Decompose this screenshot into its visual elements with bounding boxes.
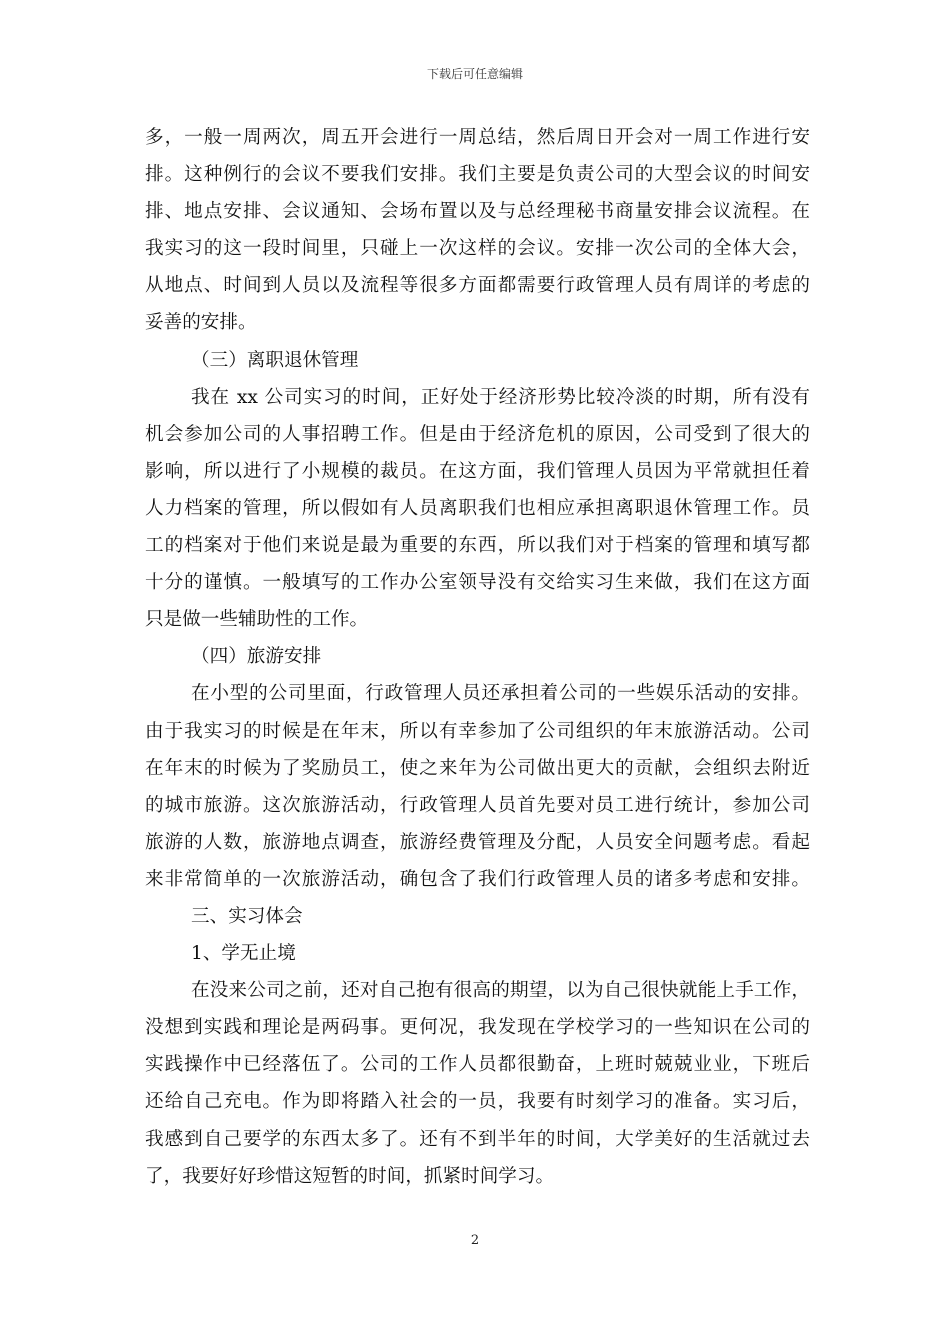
body-line: 我实习的这一段时间里，只碰上一次这样的会议。安排一次公司的全体大会， <box>145 238 810 260</box>
body-line: 人力档案的管理，所以假如有人员离职我们也相应承担离职退休管理工作。员 <box>145 497 810 519</box>
body-line: 由于我实习的时候是在年末，所以有幸参加了公司组织的年末旅游活动。公司 <box>145 720 810 742</box>
body-line: 工的档案对于他们来说是最为重要的东西，所以我们对于档案的管理和填写都 <box>145 535 810 557</box>
body-line: 我感到自己要学的东西太多了。还有不到半年的时间，大学美好的生活就过去 <box>145 1128 810 1150</box>
body-line: 排、地点安排、会议通知、会场布置以及与总经理秘书商量安排会议流程。在 <box>145 201 810 223</box>
body-line: 在小型的公司里面，行政管理人员还承担着公司的一些娱乐活动的安排。 <box>191 683 810 705</box>
body-line: 影响，所以进行了小规模的裁员。在这方面，我们管理人员因为平常就担任着 <box>145 460 810 482</box>
body-line: 从地点、时间到人员以及流程等很多方面都需要行政管理人员有周详的考虑的 <box>145 275 810 297</box>
body-line: 旅游的人数，旅游地点调查，旅游经费管理及分配，人员安全问题考虑。看起 <box>145 831 810 853</box>
document-body <box>145 119 810 1195</box>
page-header: 下载后可任意编辑 <box>426 67 523 81</box>
body-line: 只是做一些辅助性的工作。 <box>145 609 369 631</box>
body-line: 机会参加公司的人事招聘工作。但是由于经济危机的原因，公司受到了很大的 <box>145 423 810 445</box>
subsection-heading: 1、学无止境 <box>191 943 296 965</box>
body-line: 没想到实践和理论是两码事。更何况，我发现在学校学习的一些知识在公司的 <box>145 1017 810 1039</box>
section-heading: （四）旅游安排 <box>191 646 322 668</box>
body-line: 实践操作中已经落伍了。公司的工作人员都很勤奋，上班时兢兢业业，下班后 <box>145 1054 810 1076</box>
body-line: 在年末的时候为了奖励员工，使之来年为公司做出更大的贡献，会组织去附近 <box>145 757 810 779</box>
body-line: 我在 xx 公司实习的时间，正好处于经济形势比较冷淡的时期，所有没有 <box>191 386 810 408</box>
body-line: 多，一般一周两次，周五开会进行一周总结，然后周日开会对一周工作进行安 <box>145 127 810 148</box>
body-line: 十分的谨慎。一般填写的工作办公室领导没有交给实习生来做，我们在这方面 <box>145 572 810 594</box>
section-heading: 三、实习体会 <box>191 905 303 927</box>
body-line: 还给自己充电。作为即将踏入社会的一员，我要有时刻学习的准备。实习后， <box>145 1091 810 1113</box>
body-line: 在没来公司之前，还对自己抱有很高的期望，以为自己很快就能上手工作， <box>191 980 810 1002</box>
body-line: 了，我要好好珍惜这短暂的时间，抓紧时间学习。 <box>145 1165 555 1187</box>
section-heading: （三）离职退休管理 <box>191 349 359 371</box>
body-line: 排。这种例行的会议不要我们安排。我们主要是负责公司的大型会议的时间安 <box>145 164 810 186</box>
page-number: 2 <box>470 1233 480 1248</box>
body-line: 来非常简单的一次旅游活动，确包含了我们行政管理人员的诸多考虑和安排。 <box>145 868 810 890</box>
body-line: 妥善的安排。 <box>145 312 257 334</box>
body-line: 的城市旅游。这次旅游活动，行政管理人员首先要对员工进行统计，参加公司 <box>145 794 810 816</box>
